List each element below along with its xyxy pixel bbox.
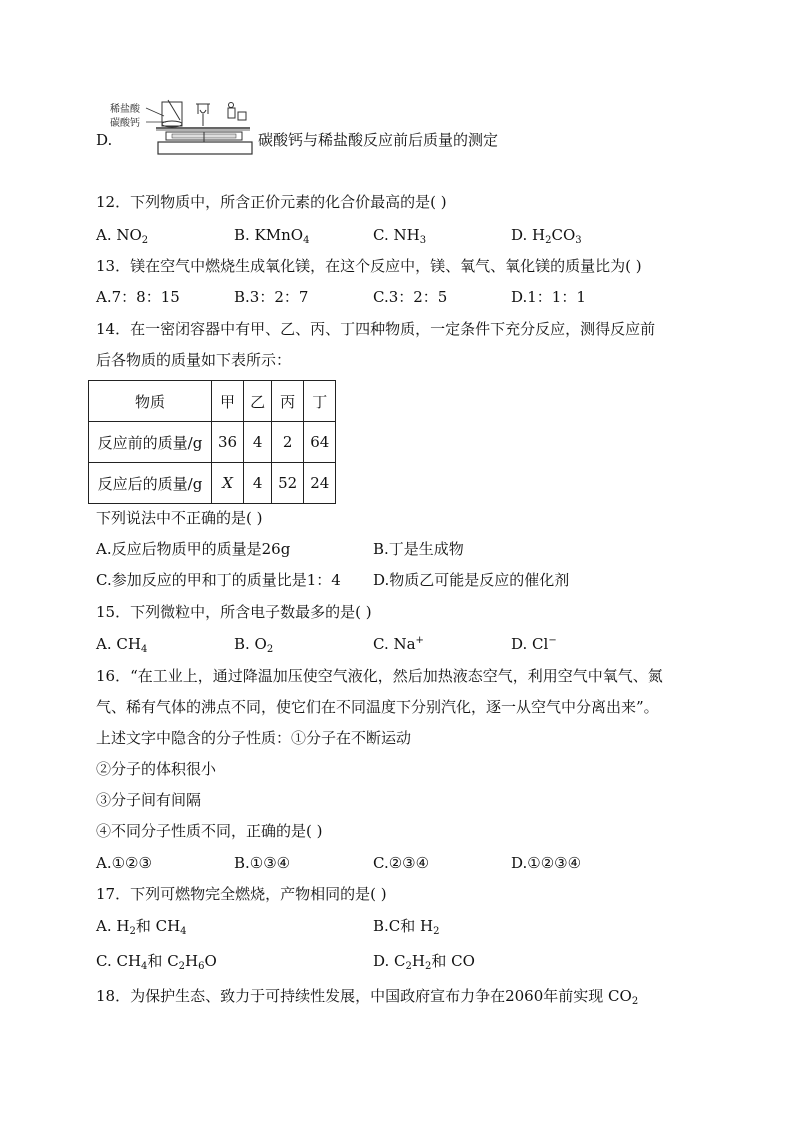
q13-option-d: D.1：1：1 bbox=[511, 288, 586, 306]
q17-a-sub1: 2 bbox=[129, 926, 136, 937]
q12-option-a bbox=[96, 225, 148, 245]
q17-c-pre: C. CH bbox=[96, 952, 142, 970]
q12-a-sub: 2 bbox=[141, 235, 149, 246]
q12-stem: 12．下列物质中，所含正价元素的化合价最高的是( ) bbox=[96, 193, 447, 211]
q12-d-sub1: 2 bbox=[545, 235, 552, 246]
q17-c-end: O bbox=[204, 952, 217, 970]
table-cell: 2 bbox=[272, 422, 304, 463]
q16-option-a: A.①②③ bbox=[96, 854, 152, 872]
q17-c-mid: 和 C bbox=[147, 952, 179, 970]
q17-c-sub1: 4 bbox=[141, 961, 148, 972]
q17-b-sub: 2 bbox=[433, 926, 440, 937]
table-header-cell: 丙 bbox=[272, 381, 304, 422]
q17-d-sub1: 2 bbox=[405, 961, 412, 972]
q16-line3: 上述文字中隐含的分子性质：①分子在不断运动 bbox=[96, 729, 412, 747]
q11-option-d-caption: 碳酸钙与稀盐酸反应前后质量的测定 bbox=[258, 131, 499, 149]
q15-stem: 15．下列微粒中，所含电子数最多的是( ) bbox=[96, 603, 372, 621]
fig-label-hydrochloric-acid: 稀盐酸 bbox=[110, 104, 140, 115]
table-cell: 36 bbox=[212, 422, 244, 463]
q12-d-sub2: 3 bbox=[575, 235, 582, 246]
q17-stem: 17．下列可燃物完全燃烧，产物相同的是( ) bbox=[96, 885, 387, 903]
q15-a-text: A. CH bbox=[96, 635, 141, 653]
q16-line4: ②分子的体积很小 bbox=[96, 760, 217, 778]
table-row bbox=[89, 422, 336, 463]
q12-b-text: B. KMnO bbox=[234, 226, 304, 244]
q12-c-text: C. NH bbox=[373, 226, 420, 244]
q18-stem-sub: 2 bbox=[631, 996, 639, 1007]
fig-label-calcium-carbonate: 碳酸钙 bbox=[110, 118, 140, 129]
q15-option-a bbox=[96, 634, 147, 654]
q14-stem-line1: 14．在一密闭容器中有甲、乙、丙、丁四种物质，一定条件下充分反应，测得反应前 bbox=[96, 320, 656, 338]
q15-option-b bbox=[234, 634, 273, 654]
q12-d-text2: CO bbox=[551, 226, 576, 244]
q17-d-sub2: 2 bbox=[424, 961, 432, 972]
q11-option-d-letter: D. bbox=[96, 131, 113, 149]
q15-c-text: C. Na bbox=[373, 635, 416, 653]
q12-option-c bbox=[373, 225, 426, 245]
q16-line2: 气、稀有气体的沸点不同，使它们在不同温度下分别汽化，逐一从空气中分离出来”。 bbox=[96, 698, 659, 716]
table-header-cell: 物质 bbox=[89, 381, 212, 422]
q18-stem bbox=[96, 986, 638, 1006]
q13-option-c: C.3：2：5 bbox=[373, 288, 448, 306]
table-cell: X bbox=[212, 463, 244, 504]
mass-table bbox=[88, 380, 336, 504]
q15-b-sub: 2 bbox=[266, 644, 274, 655]
q15-d-sup: − bbox=[548, 635, 557, 646]
q12-option-b bbox=[234, 225, 309, 245]
q13-option-a: A.7：8：15 bbox=[96, 288, 180, 306]
table-cell: 反应前的质量/g bbox=[89, 422, 212, 463]
q16-line6: ④不同分子性质不同，正确的是( ) bbox=[96, 822, 323, 840]
q17-a-pre: A. H bbox=[96, 917, 130, 935]
table-cell: 24 bbox=[304, 463, 336, 504]
table-cell: 52 bbox=[272, 463, 304, 504]
q17-a-mid: 和 CH bbox=[135, 917, 181, 935]
table-header-cell: 甲 bbox=[212, 381, 244, 422]
table-cell: 4 bbox=[244, 463, 272, 504]
q17-option-b bbox=[373, 916, 440, 936]
q17-d-end: 和 CO bbox=[431, 952, 475, 970]
q12-a-text: A. NO bbox=[96, 226, 142, 244]
q17-b-pre: B.C和 H bbox=[373, 917, 434, 935]
q15-c-sup: + bbox=[415, 635, 424, 646]
q14-option-c: C.参加反应的甲和丁的质量比是1：4 bbox=[96, 571, 341, 589]
q17-a-sub2: 4 bbox=[180, 926, 187, 937]
table-cell: 64 bbox=[304, 422, 336, 463]
q17-d-pre: D. C bbox=[373, 952, 406, 970]
q12-b-sub: 4 bbox=[303, 235, 310, 246]
q13-stem: 13．镁在空气中燃烧生成氧化镁，在这个反应中，镁、氧气、氧化镁的质量比为( ) bbox=[96, 257, 642, 275]
q15-option-d bbox=[511, 634, 557, 654]
q13-option-b: B.3：2：7 bbox=[234, 288, 309, 306]
q17-c-sub2: 2 bbox=[178, 961, 186, 972]
q15-option-c bbox=[373, 634, 424, 654]
table-header-cell: 丁 bbox=[304, 381, 336, 422]
q16-option-d: D.①②③④ bbox=[511, 854, 582, 872]
q17-option-d bbox=[373, 951, 475, 971]
table-cell: 反应后的质量/g bbox=[89, 463, 212, 504]
q14-option-b: B.丁是生成物 bbox=[373, 540, 464, 558]
q17-d-mid: H bbox=[411, 952, 425, 970]
q16-option-b: B.①③④ bbox=[234, 854, 291, 872]
table-header-row bbox=[89, 381, 336, 422]
q14-stem-line2: 后各物质的质量如下表所示： bbox=[96, 351, 292, 369]
q14-option-a: A.反应后物质甲的质量是26g bbox=[96, 540, 291, 558]
q17-c-sub3: 6 bbox=[198, 961, 205, 972]
q16-option-c: C.②③④ bbox=[373, 854, 430, 872]
table-header-cell: 乙 bbox=[244, 381, 272, 422]
table-cell: 4 bbox=[244, 422, 272, 463]
q14-option-d: D.物质乙可能是反应的催化剂 bbox=[373, 571, 570, 589]
q18-stem-text: 18．为保护生态、致力于可持续性发展，中国政府宣布力争在2060年前实现 CO bbox=[96, 987, 632, 1005]
q17-c-mid2: H bbox=[185, 952, 199, 970]
q15-d-text: D. Cl bbox=[511, 635, 549, 653]
q16-line5: ③分子间有间隔 bbox=[96, 791, 202, 809]
q16-line1: 16．“在工业上，通过降温加压使空气液化，然后加热液态空气，利用空气中氧气、氮 bbox=[96, 667, 663, 685]
table-row bbox=[89, 463, 336, 504]
q15-b-text: B. O bbox=[234, 635, 267, 653]
q12-c-sub: 3 bbox=[419, 235, 427, 246]
q12-d-text1: D. H bbox=[511, 226, 546, 244]
q17-option-c bbox=[96, 951, 217, 971]
q17-option-a bbox=[96, 916, 187, 936]
balance-figure bbox=[110, 98, 260, 158]
q12-option-d bbox=[511, 225, 582, 245]
q14-question: 下列说法中不正确的是( ) bbox=[96, 509, 263, 527]
q15-a-sub: 4 bbox=[140, 644, 148, 655]
